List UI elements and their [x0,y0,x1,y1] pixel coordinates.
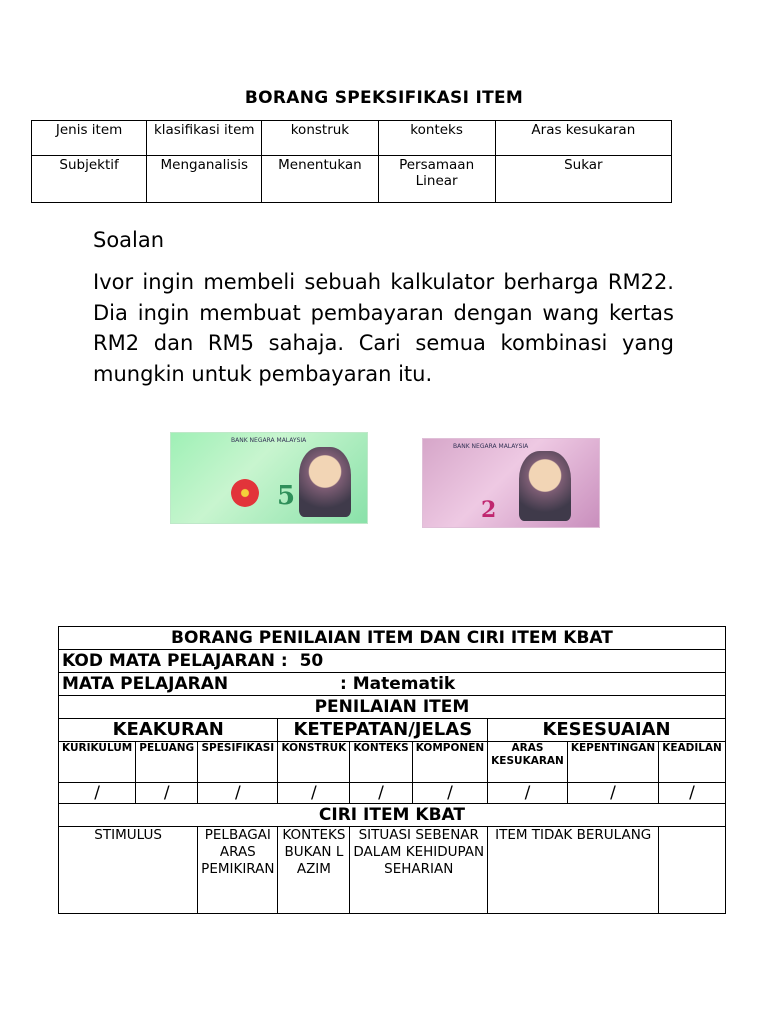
kod-mata-pelajaran-row [59,650,726,673]
banknote-rm5-image [170,432,368,524]
group-kesesuaian: KESESUAIAN [488,719,726,742]
spec-table [31,120,672,203]
spec-value-row [32,156,672,203]
group-keakuran: KEAKURAN [59,719,278,742]
spec-value-jenis: Subjektif [32,156,147,203]
spec-header-konteks: konteks [378,121,495,156]
question-text: Ivor ingin membeli sebuah kalkulator berharga RM22. Dia ingin membuat pembayaran dengan wang kertas RM2 dan RM5 sahaja. Cari semua kombinasi yang mungkin untuk pembayaran itu. [93,270,674,386]
spec-header-aras: Aras kesukaran [495,121,671,156]
criteria-konteks: KONTEKS [350,742,412,783]
spec-value-klasifikasi: Menganalisis [147,156,262,203]
criteria-aras-kesukaran: ARAS KESUKARAN [488,742,568,783]
mark-konstruk: / [278,783,350,804]
ciri-situasi-sebenar: SITUASI SEBENAR DALAM KEHIDUPAN SEHARIAN [350,827,488,914]
criteria-spesifikasi: SPESIFIKASI [198,742,278,783]
ciri-item-kbat-title: CIRI ITEM KBAT [59,804,726,827]
ciri-stimulus: STIMULUS [59,827,198,914]
subject-value: : Matematik [340,674,456,694]
portrait-icon [299,447,351,517]
question-label: Soalan [93,228,165,252]
spec-title: BORANG SPEKSIFIKASI ITEM [244,88,524,108]
spec-header-row [32,121,672,156]
criteria-keadilan: KEADILAN [659,742,726,783]
subject-label: MATA PELAJARAN [62,674,229,694]
spec-value-konstruk: Menentukan [262,156,378,203]
banknote-rm5-denomination: 5 [277,481,296,511]
mark-keadilan: / [659,783,726,804]
kod-value: 50 [299,651,324,671]
criteria-kepentingan: KEPENTINGAN [567,742,658,783]
hibiscus-icon [231,479,259,507]
mark-aras-kesukaran: / [488,783,568,804]
mark-spesifikasi: / [198,783,278,804]
criteria-komponen: KOMPONEN [412,742,487,783]
mata-pelajaran-row [59,673,726,696]
ciri-item-tidak-berulang: ITEM TIDAK BERULANG [488,827,659,914]
spec-header-konstruk: konstruk [262,121,378,156]
ciri-pelbagai-aras: PELBAGAI ARAS PEMIKIRAN [198,827,278,914]
portrait-icon [519,451,571,521]
criteria-kurikulum: KURIKULUM [59,742,136,783]
group-ketepatan-jelas: KETEPATAN/JELAS [278,719,488,742]
mark-kurikulum: / [59,783,136,804]
mark-kepentingan: / [567,783,658,804]
spec-header-jenis: Jenis item [32,121,147,156]
kod-label: KOD MATA PELAJARAN : [62,651,288,671]
criteria-konstruk: KONSTRUK [278,742,350,783]
spec-value-aras: Sukar [495,156,671,203]
banknote-rm2-image [422,438,600,528]
kbat-form-table [58,626,726,914]
banknote-rm2-denomination: 2 [481,497,497,523]
banknote-rm2-bank-text: BANK NEGARA MALAYSIA [453,443,529,450]
mark-komponen: / [412,783,487,804]
mark-konteks: / [350,783,412,804]
spec-value-konteks: Persamaan Linear [378,156,495,203]
kbat-form-title: BORANG PENILAIAN ITEM DAN CIRI ITEM KBAT [59,627,726,650]
penilaian-item-title: PENILAIAN ITEM [59,696,726,719]
spec-header-klasifikasi: klasifikasi item [147,121,262,156]
ciri-empty-cell [659,827,726,914]
banknote-rm5-bank-text: BANK NEGARA MALAYSIA [231,437,307,444]
ciri-konteks-bukan-lazim: KONTEKS BUKAN LAZIM [278,827,350,914]
mark-peluang: / [136,783,198,804]
criteria-peluang: PELUANG [136,742,198,783]
